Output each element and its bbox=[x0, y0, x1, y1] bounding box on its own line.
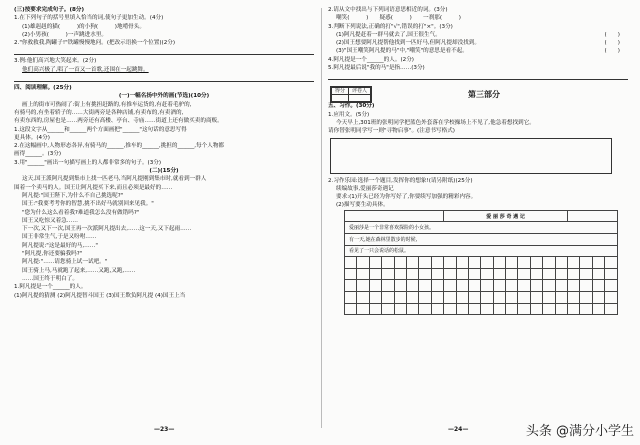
text-line: 他们高兴极了,唱了一首又一首歌,还围在一起跳舞。 bbox=[22, 66, 149, 73]
prompt-line: 续编故事,爱丽莎奇遇记 bbox=[336, 185, 394, 192]
judge-text: (2)国王想要阿凡提帮他找到一匹好马,但阿凡提却没找到。 bbox=[336, 40, 480, 47]
answer-line[interactable] bbox=[328, 73, 628, 80]
judge-text: (3)"国王嘲笑阿凡提的马"中,"嘲笑"的意思是看不起。 bbox=[336, 48, 468, 55]
watermark: 头条 @满分小学生 bbox=[525, 424, 634, 439]
question-line: 2.请从文中找出与下列词语意思相近的词。(3分) bbox=[328, 7, 448, 13]
section-title: 第三部分 bbox=[468, 90, 500, 100]
answer-bracket[interactable]: ( ) bbox=[604, 40, 620, 47]
grid-row bbox=[345, 268, 618, 280]
judge-item bbox=[328, 39, 628, 47]
question-line: 1.应用文。(5分) bbox=[328, 111, 370, 118]
grid-title: 爱 丽 莎 奇 遇 记 bbox=[444, 210, 568, 222]
question-options: (1)阿凡提的猜测 (2)阿凡提智斗国王 (3)国王欺负阿凡提 (4)国王上当 bbox=[14, 292, 186, 299]
question-line: 嘲笑( ) 疑惑( ) 一刹那( ) bbox=[336, 15, 461, 22]
score-label: 得分 bbox=[332, 88, 349, 95]
text-line: 1.在下列句子的括号里填入恰当的词,使句子更加生动。(4分) bbox=[14, 15, 164, 22]
grid-row bbox=[345, 303, 618, 315]
question-line: 4.阿凡提是一个______的人。(2分) bbox=[328, 56, 414, 63]
passage-line: 有卖东西的,房屋也是……两旁还有高楼、亭台、寺庙……街道上还有做买卖的商贩。 bbox=[14, 118, 223, 125]
answer-line[interactable] bbox=[14, 48, 314, 55]
question-line: 画得______。(3分) bbox=[14, 151, 62, 158]
page-divider bbox=[321, 8, 322, 428]
page-number: —24— bbox=[448, 426, 469, 433]
passage-line: 围着一个卖马的人。国王让阿凡提买下来,而且必须是最好的…… bbox=[14, 184, 173, 191]
section-heading: 五、习作。(30分) bbox=[328, 103, 375, 110]
grid-text: 爱丽莎是一个非常喜欢探险的小女孩。 bbox=[345, 222, 618, 234]
prompt-line: 请你替张明同学写一则"寻物启事"。(注意书写格式) bbox=[328, 128, 455, 135]
score-cell[interactable] bbox=[332, 95, 349, 102]
judge-text: (1)阿凡提赶着一群马就去了,国王很生气。 bbox=[336, 31, 441, 38]
prompt-line: (2)描写要生动具体。 bbox=[336, 202, 389, 209]
grid-text: 看见了一只会说话的松鼠。 bbox=[345, 245, 618, 257]
text-line: 3.例:他们高兴地大笑起来。(2分) bbox=[14, 58, 97, 65]
passage-line: 阿凡提:"……请您骑上试一试吧。" bbox=[22, 259, 108, 266]
question-line: 5.阿凡提最后说"我的马"是指……(3分) bbox=[328, 65, 425, 72]
answer-line[interactable] bbox=[14, 75, 314, 82]
answer-bracket[interactable]: ( ) bbox=[604, 48, 620, 55]
passage-title: (二)(15分) bbox=[149, 168, 179, 175]
grid-row bbox=[345, 257, 618, 269]
writing-grid[interactable] bbox=[344, 210, 618, 315]
passage-line: 画上的街市可热闹了:街上有挑担赶路的,有推车运货的,有赶着毛驴的, bbox=[22, 101, 192, 108]
question-line: 2.习作乐园:选择一个题目,发挥你的想象!(请另附纸)(25分) bbox=[328, 177, 473, 184]
left-page bbox=[14, 0, 314, 445]
question-line: 1.这段文字从______和______两个方面画把"______"这句话的意思写得 bbox=[14, 126, 187, 133]
question-line: 3.判断下列说法,正确的打"√",错误的打"×"。(3分) bbox=[328, 23, 453, 30]
question-line: 3.用"______"画出一句描写画上的人都非常多的句子。(3分) bbox=[14, 159, 162, 166]
question-line: 2.在这幅画中,人物形态各异,有骑马的______,推车的______,挑担的______,每个人物都 bbox=[14, 143, 225, 150]
grid-row bbox=[345, 233, 618, 245]
writing-box[interactable] bbox=[330, 138, 612, 174]
right-page bbox=[328, 0, 628, 445]
passage-line: 这天,国王派阿凡提到集市上找一匹老马,当阿凡提刚到集市时,就看到一群人 bbox=[22, 176, 207, 183]
score-table bbox=[330, 86, 372, 103]
reviewer-cell[interactable] bbox=[349, 95, 371, 102]
grid-row bbox=[345, 245, 618, 257]
passage-line: "阿凡提,你还要骗我吗?" bbox=[22, 251, 83, 258]
question-line: 更具体。(4分) bbox=[14, 134, 50, 141]
passage-title: (一)一幅名扬中外的画(节选)(10分) bbox=[118, 93, 210, 100]
passage-line: 阿凡提:"国王陛下,为什么不自己挑选呢?" bbox=[22, 192, 124, 199]
judge-item bbox=[328, 31, 628, 39]
answer-bracket[interactable]: ( ) bbox=[604, 31, 620, 38]
grid-row bbox=[345, 222, 618, 234]
judge-item bbox=[328, 47, 628, 55]
passage-line: 国王非常生气,于是又吩咐…… bbox=[22, 234, 97, 241]
prompt-line: 今天早上,301班的张明同学把蓝色外套落在学校操场上不见了,他急着想找到它。 bbox=[336, 119, 535, 126]
text-line: 2."你救救我,陶罐子!"铁罐慢慢地问。(把改示语换一个位置)(2分) bbox=[14, 40, 176, 47]
page-number: —23— bbox=[154, 426, 175, 433]
passage-line: 国王骑上马,马就跑了起来,……又跑,又跑,…… bbox=[22, 267, 136, 274]
passage-line: 有骑马的,有坐着轿子的……大街两旁是各种店铺,有卖布的,有卖酒的, bbox=[14, 109, 184, 116]
passage-line: 下一次,又下一次,国王再一次派阿凡提出去,……这一天,又下起雨…… bbox=[22, 226, 192, 233]
question-line: 1.阿凡提是一个______的人。 bbox=[14, 284, 87, 291]
text-line: (三)按要求完成句子。(8分) bbox=[14, 7, 85, 13]
grid-row bbox=[345, 280, 618, 292]
reviewer-label: 评卷人 bbox=[349, 88, 371, 95]
passage-line: "您为什么这么看着我?难道我怎么没有做错吗?" bbox=[22, 209, 140, 216]
text-line: (2)小男孩( )一声跳进水里。 bbox=[22, 31, 108, 38]
grid-row bbox=[345, 210, 618, 222]
passage-line: ……国王终于明白了。 bbox=[22, 275, 78, 282]
passage-line: 阿凡提说:"这是最好的马,……" bbox=[22, 242, 98, 249]
section-heading: 四、阅读理解。(25分) bbox=[14, 85, 72, 92]
passage-line: 国王又吃惊又着急…… bbox=[22, 217, 78, 224]
grid-row bbox=[345, 291, 618, 303]
prompt-line: 要求:(1)开头已经为你写好了,你要续写加强的精彩内容。 bbox=[336, 194, 477, 201]
text-line: (1)雄赳赳的猫( )的小狗( )地啃骨头。 bbox=[22, 23, 145, 30]
grid-text: 有一天,她在森林里散步的时候, bbox=[345, 233, 618, 245]
passage-line: 国王:"我要考考你的智慧,挑不出好马就别回来见我。" bbox=[22, 201, 154, 208]
